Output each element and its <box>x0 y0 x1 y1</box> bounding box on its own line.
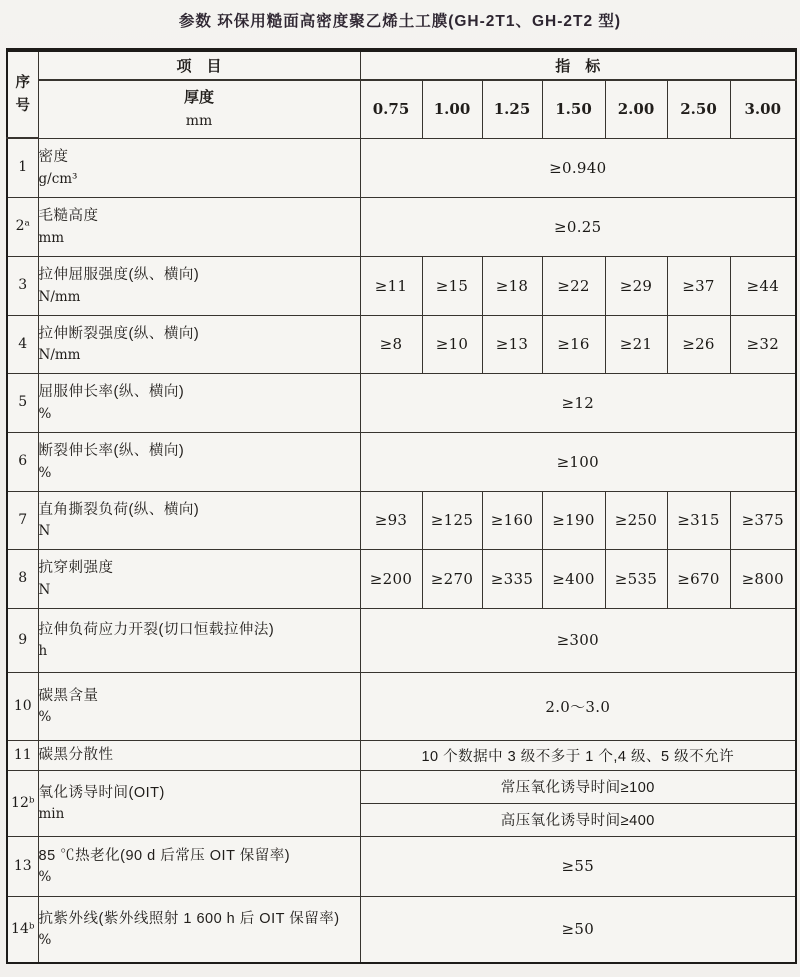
item-name: 拉伸断裂强度(纵、横向) <box>38 325 200 342</box>
spec-value: ≥32 <box>730 315 796 373</box>
thickness-value: 2.00 <box>605 80 667 138</box>
table-row-break-elongation <box>7 432 796 491</box>
table-row-oit-top <box>7 770 796 803</box>
item-name: 抗紫外线(紫外线照射 1 600 h 后 OIT 保留率) <box>38 910 340 927</box>
spec-value: ≥50 <box>360 896 796 963</box>
spec-value: ≥18 <box>482 256 542 315</box>
item-cell <box>38 491 360 549</box>
spec-value: ≥375 <box>730 491 796 549</box>
spec-value: ≥250 <box>605 491 667 549</box>
spec-value: ≥29 <box>605 256 667 315</box>
table-row-asperity-height <box>7 197 796 256</box>
spec-value: ≥190 <box>542 491 605 549</box>
table-row-carbon-black-content <box>7 672 796 740</box>
header-row-2 <box>7 80 796 138</box>
header-serial-number <box>7 50 38 138</box>
spec-value: ≥37 <box>667 256 730 315</box>
item-name: 碳黑分散性 <box>38 746 114 763</box>
header-serial-char-1: 序 <box>15 74 30 92</box>
thickness-unit: mm <box>185 113 213 130</box>
item-cell <box>38 138 360 197</box>
item-unit: g/cm³ <box>38 170 78 187</box>
spec-value: ≥0.25 <box>360 197 796 256</box>
row-number: 10 <box>7 672 38 740</box>
table-row-tensile-break-strength <box>7 315 796 373</box>
row-number: 13 <box>7 836 38 896</box>
table-row-tensile-yield-strength <box>7 256 796 315</box>
row-number: 7 <box>7 491 38 549</box>
header-item: 项 目 <box>38 50 360 80</box>
thickness-value: 1.50 <box>542 80 605 138</box>
row-number: 11 <box>7 740 38 770</box>
spec-value: ≥93 <box>360 491 422 549</box>
header-index: 指 标 <box>360 50 796 80</box>
row-number: 5 <box>7 373 38 432</box>
table-row-uv-resistance <box>7 896 796 963</box>
spec-value: 2.0～3.0 <box>360 672 796 740</box>
item-cell <box>38 373 360 432</box>
item-name: 85 ℃热老化(90 d 后常压 OIT 保留率) <box>38 847 291 864</box>
item-name: 直角撕裂负荷(纵、横向) <box>38 501 200 518</box>
spec-value: ≥13 <box>482 315 542 373</box>
spec-value: ≥125 <box>422 491 482 549</box>
item-unit: N/mm <box>38 347 81 364</box>
item-cell <box>38 672 360 740</box>
table-row-tear-load <box>7 491 796 549</box>
item-name: 抗穿刺强度 <box>38 560 114 577</box>
item-unit: N/mm <box>38 288 81 305</box>
table-title: 参数 环保用糙面高密度聚乙烯土工膜(GH-2T1、GH-2T2 型) <box>178 13 622 30</box>
item-name: 氧化诱导时间(OIT) <box>38 784 165 801</box>
item-cell <box>38 608 360 672</box>
row-number: 1 <box>7 138 38 197</box>
row-number: 8 <box>7 549 38 608</box>
spec-value-oit-standard: 常压氧化诱导时间≥100 <box>360 770 796 803</box>
spec-value: ≥200 <box>360 549 422 608</box>
geomembrane-spec-table <box>6 48 797 964</box>
item-name: 屈服伸长率(纵、横向) <box>38 384 185 401</box>
thickness-value: 1.25 <box>482 80 542 138</box>
item-unit: % <box>38 464 52 481</box>
table-row-stress-cracking <box>7 608 796 672</box>
item-cell <box>38 315 360 373</box>
spec-value: ≥100 <box>360 432 796 491</box>
item-cell <box>38 256 360 315</box>
item-name: 密度 <box>38 149 69 166</box>
item-unit: % <box>38 709 52 726</box>
item-unit: N <box>38 581 51 598</box>
spec-value: ≥0.940 <box>360 138 796 197</box>
item-name: 断裂伸长率(纵、横向) <box>38 443 185 460</box>
spec-value: ≥55 <box>360 836 796 896</box>
table-row-heat-aging <box>7 836 796 896</box>
header-serial-char-2: 号 <box>15 96 30 114</box>
spec-value: ≥12 <box>360 373 796 432</box>
item-unit: % <box>38 932 52 949</box>
table-row-puncture-strength <box>7 549 796 608</box>
spec-value: ≥800 <box>730 549 796 608</box>
table-row-yield-elongation <box>7 373 796 432</box>
spec-value: ≥10 <box>422 315 482 373</box>
spec-value: ≥670 <box>667 549 730 608</box>
header-row-1 <box>7 50 796 80</box>
row-number: 12ᵇ <box>7 770 38 836</box>
item-name: 拉伸屈服强度(纵、横向) <box>38 267 200 284</box>
thickness-value: 2.50 <box>667 80 730 138</box>
item-unit: % <box>38 405 52 422</box>
table-row-density <box>7 138 796 197</box>
item-cell <box>38 770 360 836</box>
row-number: 14ᵇ <box>7 896 38 963</box>
thickness-label: 厚度 <box>183 88 214 106</box>
table-row-carbon-black-dispersion <box>7 740 796 770</box>
spec-value: ≥335 <box>482 549 542 608</box>
item-unit: N <box>38 523 51 540</box>
row-number: 4 <box>7 315 38 373</box>
thickness-value: 3.00 <box>730 80 796 138</box>
item-unit: mm <box>38 229 65 246</box>
spec-value: ≥11 <box>360 256 422 315</box>
row-number: 2ᵃ <box>7 197 38 256</box>
item-name: 拉伸负荷应力开裂(切口恒载拉伸法) <box>38 621 275 638</box>
spec-value: ≥8 <box>360 315 422 373</box>
spec-value: ≥315 <box>667 491 730 549</box>
spec-value: ≥44 <box>730 256 796 315</box>
spec-value: ≥300 <box>360 608 796 672</box>
item-cell <box>38 740 360 770</box>
item-cell <box>38 836 360 896</box>
spec-value: ≥270 <box>422 549 482 608</box>
spec-value: ≥15 <box>422 256 482 315</box>
item-cell <box>38 432 360 491</box>
spec-value: 10 个数据中 3 级不多于 1 个,4 级、5 级不允许 <box>360 740 796 770</box>
item-unit: min <box>38 806 65 823</box>
thickness-value: 1.00 <box>422 80 482 138</box>
row-number: 3 <box>7 256 38 315</box>
item-cell <box>38 197 360 256</box>
item-name: 毛糙高度 <box>38 208 99 225</box>
spec-value: ≥160 <box>482 491 542 549</box>
spec-value: ≥535 <box>605 549 667 608</box>
thickness-value: 0.75 <box>360 80 422 138</box>
spec-value: ≥22 <box>542 256 605 315</box>
spec-value-oit-highpressure: 高压氧化诱导时间≥400 <box>360 803 796 836</box>
row-number: 9 <box>7 608 38 672</box>
header-thickness <box>38 80 360 138</box>
item-unit: % <box>38 869 52 886</box>
row-number: 6 <box>7 432 38 491</box>
item-cell <box>38 896 360 963</box>
spec-value: ≥26 <box>667 315 730 373</box>
spec-value: ≥16 <box>542 315 605 373</box>
item-name: 碳黑含量 <box>38 687 99 704</box>
spec-value: ≥21 <box>605 315 667 373</box>
spec-value: ≥400 <box>542 549 605 608</box>
item-unit: h <box>38 643 48 660</box>
item-cell <box>38 549 360 608</box>
